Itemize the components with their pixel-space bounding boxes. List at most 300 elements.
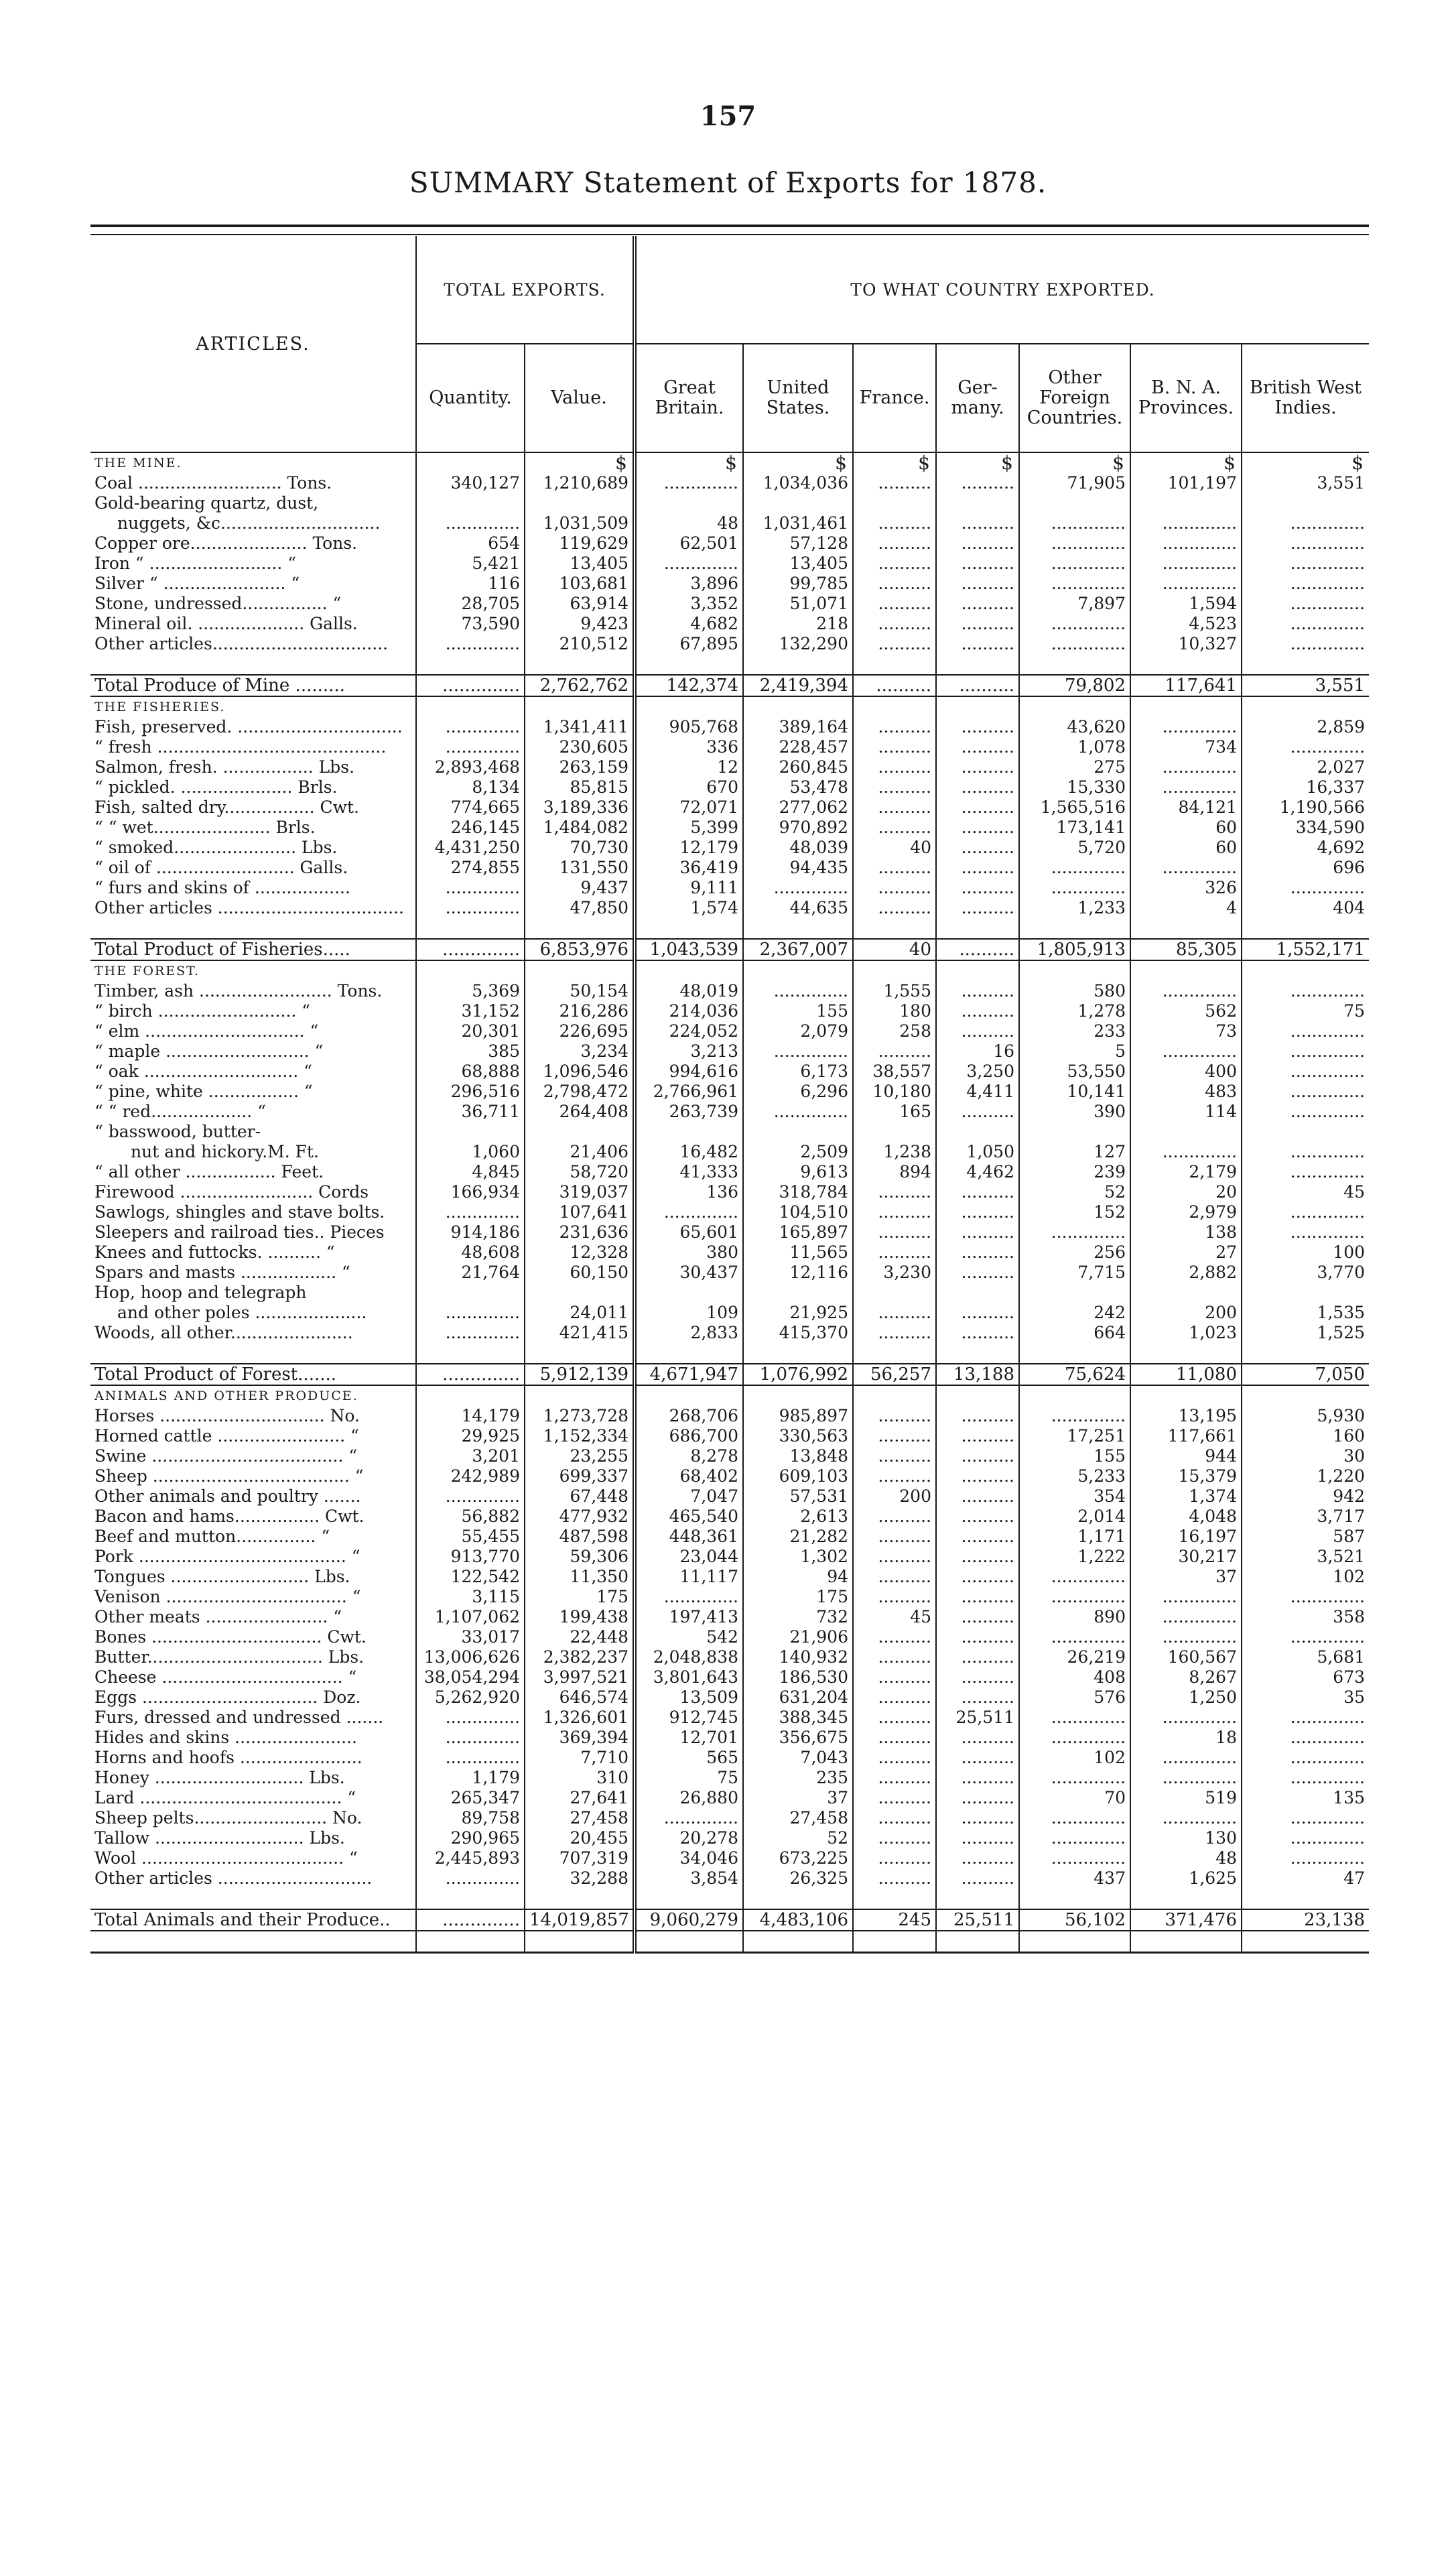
total-label: Total Produce of Mine ......... [90,675,416,696]
cell-fr: .......... [853,1303,936,1323]
section-heading: THE MINE. [94,456,182,470]
cell-v: 13,405 [525,554,635,574]
other-foreign-header: Other Foreign Countries. [1019,344,1130,452]
cell-q: 246,145 [416,818,525,838]
value-header: Value. [525,344,635,452]
cell-gb: 3,896 [635,574,743,594]
cell-of: 576 [1019,1687,1130,1708]
cell-bna: .............. [1130,1768,1242,1788]
article-label: and other poles ..................... [117,1303,367,1322]
cell-v: 107,641 [525,1202,635,1222]
table-row [90,1263,1369,1283]
cell-bwi: .............. [1242,1808,1369,1828]
cell-ge: .......... [936,1728,1019,1748]
cell-q: 385 [416,1041,525,1062]
spacer-cell [853,1931,936,1953]
cell-ge: .......... [936,1527,1019,1547]
article-label: Other articles ................................... [94,898,404,917]
cell-ge: .......... [936,1242,1019,1263]
cell-q: 38,054,294 [416,1667,525,1687]
spacer-cell [1242,1343,1369,1364]
cell-gb: 67,895 [635,634,743,654]
cell-bna: 160,567 [1130,1647,1242,1667]
cell-ge: .......... [936,797,1019,818]
cell-ge: .......... [936,1828,1019,1848]
cell-us [743,1283,853,1303]
table-row [90,1323,1369,1343]
total-row [90,675,1369,696]
cell-us: 9,613 [743,1162,853,1182]
cell-gb: 4,682 [635,614,743,634]
bottom-rule-row [90,1931,1369,1953]
cell-of: .............. [1019,1848,1130,1868]
total-v: 2,762,762 [525,675,635,696]
cell-bwi: .............. [1242,513,1369,533]
spacer-cell [416,1343,525,1364]
spacer-cell [416,918,525,939]
cell-of: 239 [1019,1162,1130,1182]
cell-of: .............. [1019,1222,1130,1242]
cell-fr: .......... [853,1567,936,1587]
cell-bwi: 3,551 [1242,473,1369,493]
cell-bna: .............. [1130,1808,1242,1828]
table-row [90,1142,1369,1162]
article-label: Mineral oil. .................... Galls. [94,614,358,633]
table-row [90,717,1369,737]
cell-ge [936,1283,1019,1303]
cell-of: 26,219 [1019,1647,1130,1667]
cell-q: 290,965 [416,1828,525,1848]
cell-of: 1,171 [1019,1527,1130,1547]
cell-fr: .......... [853,1182,936,1202]
total-bna: 11,080 [1130,1364,1242,1385]
cell-of: 1,278 [1019,1001,1130,1021]
section-heading: ANIMALS AND OTHER PRODUCE. [94,1389,358,1403]
cell-bna: 4,523 [1130,614,1242,634]
cell-bwi: 47 [1242,1868,1369,1889]
total-label: Total Animals and their Produce.. [90,1909,416,1931]
cell-bwi: 1,525 [1242,1323,1369,1343]
cell-bna: 18 [1130,1728,1242,1748]
cell-of: .............. [1019,858,1130,878]
cell-ge: .......... [936,1567,1019,1587]
france-header: France. [853,344,936,452]
cell-gb: 994,616 [635,1062,743,1082]
spacer-cell [1130,1931,1242,1953]
spacer-cell [1019,1343,1130,1364]
cell-us: 6,296 [743,1082,853,1102]
cell-bna: 84,121 [1130,797,1242,818]
page-title: SUMMARY Statement of Exports for 1878. [409,166,1047,199]
cell-bna: .............. [1130,1748,1242,1768]
article-label: Sleepers and railroad ties.. Pieces [94,1222,385,1242]
cell-v: 67,448 [525,1486,635,1507]
article-label: Firewood ......................... Cords [94,1182,369,1202]
cell-fr: .......... [853,1527,936,1547]
cell-ge: .......... [936,574,1019,594]
cell-q: 89,758 [416,1808,525,1828]
cell-gb: 336 [635,737,743,757]
cell-ge: .......... [936,1607,1019,1627]
cell-bna: 27 [1130,1242,1242,1263]
article-label: Sawlogs, shingles and stave bolts. [94,1202,385,1222]
cell-gb: .............. [635,554,743,574]
cell-bwi: .............. [1242,1748,1369,1768]
cell-ge: .......... [936,473,1019,493]
cell-q: 913,770 [416,1547,525,1567]
total-q: .............. [416,939,525,960]
cell-bwi: 5,681 [1242,1647,1369,1667]
cell-v: 32,288 [525,1868,635,1889]
cell-q: 166,934 [416,1182,525,1202]
cell-ge: .......... [936,1768,1019,1788]
cell-us: 6,173 [743,1062,853,1082]
cell-us: 12,116 [743,1263,853,1283]
currency-symbol [1130,960,1242,981]
cell-gb: 3,213 [635,1041,743,1062]
total-of: 1,805,913 [1019,939,1130,960]
cell-bwi: .............. [1242,1828,1369,1848]
cell-of: 256 [1019,1242,1130,1263]
cell-us: 57,531 [743,1486,853,1507]
article-label: Spars and masts .................. “ [94,1263,350,1282]
table-row [90,1567,1369,1587]
cell-us: 388,345 [743,1708,853,1728]
cell-ge: .......... [936,1182,1019,1202]
article-label: Other articles ............................. [94,1868,373,1888]
cell-fr: 894 [853,1162,936,1182]
table-row [90,1708,1369,1728]
cell-bwi: .............. [1242,1021,1369,1041]
cell-fr: .......... [853,858,936,878]
cell-q: 340,127 [416,473,525,493]
cell-gb: 65,601 [635,1222,743,1242]
cell-v: 216,286 [525,1001,635,1021]
table-header [90,236,1369,452]
cell-gb: 68,402 [635,1466,743,1486]
article-label: Woods, all other....................... [94,1323,353,1342]
cell-q: 265,347 [416,1788,525,1808]
cell-q: .............. [416,1303,525,1323]
cell-gb: 448,361 [635,1527,743,1547]
cell-fr: 38,557 [853,1062,936,1082]
article-label: Tongues .......................... Lbs. [94,1567,350,1586]
cell-q: .............. [416,1202,525,1222]
cell-gb: 912,745 [635,1708,743,1728]
total-q: .............. [416,1364,525,1385]
cell-bwi: .............. [1242,1062,1369,1082]
cell-bwi: .............. [1242,737,1369,757]
total-bna: 85,305 [1130,939,1242,960]
article-label: Hides and skins ....................... [94,1728,357,1747]
cell-of: 15,330 [1019,777,1130,797]
cell-q: .............. [416,513,525,533]
cell-bwi: 2,027 [1242,757,1369,777]
cell-of [1019,1283,1130,1303]
cell-v: 3,189,336 [525,797,635,818]
cell-us: .............. [743,981,853,1001]
cell-us: 44,635 [743,898,853,918]
cell-v: 2,382,237 [525,1647,635,1667]
currency-symbol [525,1385,635,1406]
spacer-cell [1019,654,1130,675]
section-heading-row [90,696,1369,717]
cell-gb: 13,509 [635,1687,743,1708]
spacer-cell [1019,1889,1130,1909]
cell-bwi: .............. [1242,1728,1369,1748]
cell-ge: .......... [936,878,1019,898]
cell-bna: .............. [1130,858,1242,878]
spacer-row [90,918,1369,939]
cell-v: 477,932 [525,1507,635,1527]
cell-ge: .......... [936,757,1019,777]
cell-gb: 465,540 [635,1507,743,1527]
cell-fr: .......... [853,717,936,737]
table-row [90,757,1369,777]
cell-ge: .......... [936,1466,1019,1486]
spacer-cell [1130,918,1242,939]
spacer-cell [635,918,743,939]
spacer-cell [743,1889,853,1909]
article-label: Furs, dressed and undressed ....... [94,1708,384,1727]
cell-fr: 45 [853,1607,936,1627]
cell-gb: 3,352 [635,594,743,614]
table-row [90,1242,1369,1263]
cell-v: 699,337 [525,1466,635,1486]
section-heading-blank [416,696,525,717]
table-row [90,533,1369,554]
spacer-cell [635,1931,743,1953]
cell-of: 2,014 [1019,1507,1130,1527]
total-gb: 1,043,539 [635,939,743,960]
spacer-row [90,1343,1369,1364]
article-label: Eggs ................................. Doz. [94,1687,361,1707]
section-heading-row [90,452,1369,473]
article-label: Copper ore...................... Tons. [94,533,358,553]
cell-v: 226,695 [525,1021,635,1041]
cell-fr: .......... [853,737,936,757]
cell-of: 664 [1019,1323,1130,1343]
table-row [90,1768,1369,1788]
cell-us: 356,675 [743,1728,853,1748]
cell-ge: .......... [936,1748,1019,1768]
cell-ge: .......... [936,1486,1019,1507]
cell-v: 2,798,472 [525,1082,635,1102]
total-of: 79,802 [1019,675,1130,696]
spacer-cell [635,1889,743,1909]
cell-ge: .......... [936,1303,1019,1323]
table-row [90,1001,1369,1021]
cell-bna: 1,023 [1130,1323,1242,1343]
article-label: “ “ wet...................... Brls. [94,818,316,837]
spacer-cell [525,1931,635,1953]
cell-v: 12,328 [525,1242,635,1263]
table-row [90,1828,1369,1848]
total-label: Total Product of Forest....... [90,1364,416,1385]
table-row [90,1021,1369,1041]
cell-ge: .......... [936,898,1019,918]
cell-bna: 1,374 [1130,1486,1242,1507]
cell-bna: 37 [1130,1567,1242,1587]
cell-bna: 944 [1130,1446,1242,1466]
cell-fr: .......... [853,1647,936,1667]
cell-us: 21,282 [743,1527,853,1547]
spacer-cell [936,1343,1019,1364]
cell-of: .............. [1019,1768,1130,1788]
spacer-cell [90,654,416,675]
cell-fr: .......... [853,1507,936,1527]
cell-bna: .............. [1130,1142,1242,1162]
total-ge: .......... [936,675,1019,696]
cell-v: 1,341,411 [525,717,635,737]
cell-bwi: .............. [1242,1162,1369,1182]
spacer-cell [1130,654,1242,675]
cell-bna: 8,267 [1130,1667,1242,1687]
spacer-cell [743,1931,853,1953]
cell-us: 155 [743,1001,853,1021]
cell-gb: 263,739 [635,1102,743,1122]
cell-fr: 258 [853,1021,936,1041]
cell-bna [1130,1283,1242,1303]
cell-q: 3,201 [416,1446,525,1466]
cell-ge [936,1122,1019,1142]
article-label: Wool ...................................... “ [94,1848,358,1868]
cell-bwi: 587 [1242,1527,1369,1547]
cell-ge: .......... [936,1222,1019,1242]
table-row [90,614,1369,634]
cell-bwi: 16,337 [1242,777,1369,797]
currency-symbol: $ [525,452,635,473]
article-label: “ maple ........................... “ [94,1041,324,1061]
cell-fr: .......... [853,1222,936,1242]
cell-q: .............. [416,1486,525,1507]
cell-gb: 542 [635,1627,743,1647]
cell-of: 890 [1019,1607,1130,1627]
cell-v: 9,437 [525,878,635,898]
cell-v: 23,255 [525,1446,635,1466]
great-britain-header: Great Britain. [635,344,743,452]
cell-bna: 326 [1130,878,1242,898]
article-label: Sheep pelts......................... No. [94,1808,362,1828]
cell-bwi: 334,590 [1242,818,1369,838]
cell-of: 10,141 [1019,1082,1130,1102]
cell-bna: .............. [1130,554,1242,574]
table-row [90,1667,1369,1687]
cell-bwi: 404 [1242,898,1369,918]
cell-bna: 48 [1130,1848,1242,1868]
cell-q: 28,705 [416,594,525,614]
cell-us: 140,932 [743,1647,853,1667]
spacer-cell [1242,918,1369,939]
cell-bna: 117,661 [1130,1426,1242,1446]
spacer-cell [853,918,936,939]
cell-bna: 101,197 [1130,473,1242,493]
currency-symbol: $ [743,452,853,473]
cell-of: 102 [1019,1748,1130,1768]
cell-fr: .......... [853,594,936,614]
cell-v: 1,210,689 [525,473,635,493]
cell-q: 2,445,893 [416,1848,525,1868]
cell-v: 27,641 [525,1788,635,1808]
cell-of: 7,897 [1019,594,1130,614]
table-row [90,1848,1369,1868]
cell-bwi: .............. [1242,1222,1369,1242]
currency-symbol [1130,1385,1242,1406]
currency-symbol [853,1385,936,1406]
cell-of: 17,251 [1019,1426,1130,1446]
cell-ge [936,493,1019,513]
currency-symbol [853,960,936,981]
total-us: 4,483,106 [743,1909,853,1931]
cell-q: 48,608 [416,1242,525,1263]
cell-q: .............. [416,1708,525,1728]
cell-v: 1,031,509 [525,513,635,533]
cell-us: 970,892 [743,818,853,838]
cell-fr: .......... [853,1728,936,1748]
currency-symbol [635,696,743,717]
article-label: Butter................................. Lbs. [94,1647,365,1667]
cell-ge: .......... [936,818,1019,838]
cell-v: 1,096,546 [525,1062,635,1082]
cell-bna: 400 [1130,1062,1242,1082]
cell-of: 127 [1019,1142,1130,1162]
cell-q [416,1122,525,1142]
article-label: Horned cattle ........................ “ [94,1426,359,1446]
article-label: “ all other ................. Feet. [94,1162,324,1181]
spacer-cell [525,1343,635,1364]
spacer-cell [1242,654,1369,675]
cell-of: .............. [1019,1728,1130,1748]
table-row [90,1303,1369,1323]
cell-ge: .......... [936,777,1019,797]
cell-q: 21,764 [416,1263,525,1283]
cell-ge: .......... [936,1001,1019,1021]
cell-bna: 1,625 [1130,1868,1242,1889]
table-row [90,981,1369,1001]
cell-fr: .......... [853,878,936,898]
cell-gb: 11,117 [635,1567,743,1587]
article-label: Bones ................................ Cwt. [94,1627,367,1647]
cell-gb: .............. [635,1587,743,1607]
table-row [90,1687,1369,1708]
total-q: .............. [416,675,525,696]
cell-gb: 8,278 [635,1446,743,1466]
cell-v: 103,681 [525,574,635,594]
cell-bwi: .............. [1242,1627,1369,1647]
table-row [90,1466,1369,1486]
united-states-header: United States. [743,344,853,452]
cell-ge: .......... [936,737,1019,757]
cell-gb: 2,048,838 [635,1647,743,1667]
cell-q: 1,179 [416,1768,525,1788]
spacer-cell [936,918,1019,939]
cell-us: 318,784 [743,1182,853,1202]
cell-v: 487,598 [525,1527,635,1547]
cell-fr: .......... [853,533,936,554]
cell-bna: 734 [1130,737,1242,757]
table-row [90,1182,1369,1202]
cell-q: .............. [416,717,525,737]
cell-q: 122,542 [416,1567,525,1587]
country-exported-header: TO WHAT COUNTRY EXPORTED. [635,236,1369,344]
cell-bwi: 45 [1242,1182,1369,1202]
cell-v: 21,406 [525,1142,635,1162]
cell-v: 199,438 [525,1607,635,1627]
cell-of: 580 [1019,981,1130,1001]
cell-ge: .......... [936,1323,1019,1343]
cell-us: .............. [743,878,853,898]
cell-bna: 4,048 [1130,1507,1242,1527]
